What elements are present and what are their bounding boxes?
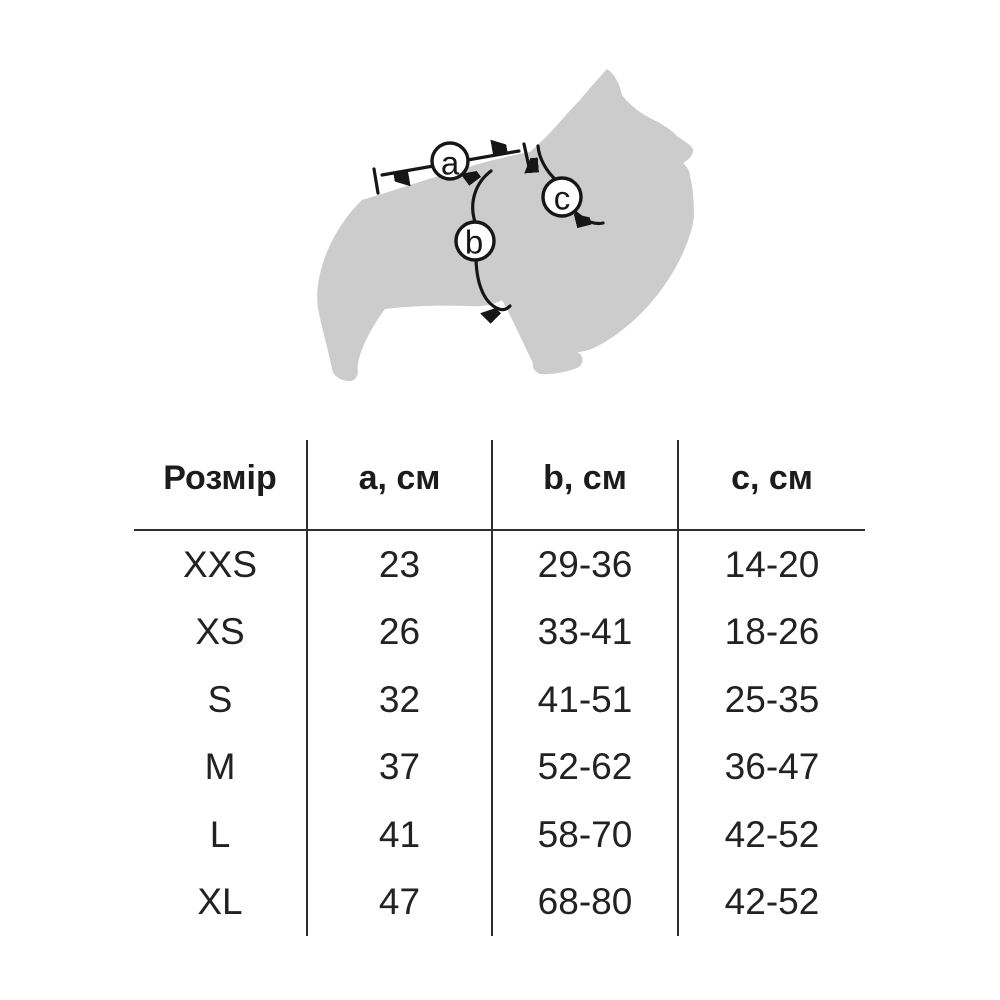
row-xl-c: 42-52 — [677, 869, 865, 937]
row-xxs-c: 14-20 — [677, 531, 865, 599]
row-xxs-b: 29-36 — [491, 531, 677, 599]
measure-a-tick-left — [374, 169, 378, 193]
row-xl-b: 68-80 — [491, 869, 677, 937]
row-xl-size: XL — [197, 881, 243, 923]
row-l-c: 42-52 — [677, 801, 865, 869]
row-s-size: S — [207, 678, 233, 720]
row-m-b: 52-62 — [491, 734, 677, 802]
size-table — [134, 440, 865, 936]
dog-silhouette — [317, 69, 694, 381]
measure-b-label: b — [464, 223, 484, 261]
size-table-header-c: c, см — [677, 440, 865, 531]
row-l-b: 58-70 — [491, 801, 677, 869]
dog-measurement-diagram — [303, 58, 703, 398]
row-m-c: 36-47 — [677, 734, 865, 802]
row-xl-a: 47 — [306, 869, 491, 937]
size-table-header-b: b, см — [491, 440, 677, 531]
row-xs-c: 18-26 — [677, 599, 865, 667]
row-s-b: 41-51 — [491, 666, 677, 734]
row-s-c: 25-35 — [677, 666, 865, 734]
measure-a-label: a — [440, 144, 460, 182]
row-s-a: 32 — [306, 666, 491, 734]
row-xs-b: 33-41 — [491, 599, 677, 667]
row-l-size: L — [209, 813, 231, 855]
row-l-a: 41 — [306, 801, 491, 869]
row-xxs-size: XXS — [182, 543, 258, 585]
row-m-size: M — [204, 746, 236, 788]
row-xs-size: XS — [195, 611, 245, 653]
row-xxs-a: 23 — [306, 531, 491, 599]
size-table-header-size: Розмір — [134, 440, 306, 531]
row-m-a: 37 — [306, 734, 491, 802]
size-table-header-a: a, см — [306, 440, 491, 531]
row-xs-a: 26 — [306, 599, 491, 667]
measure-c-label: c — [553, 179, 571, 217]
